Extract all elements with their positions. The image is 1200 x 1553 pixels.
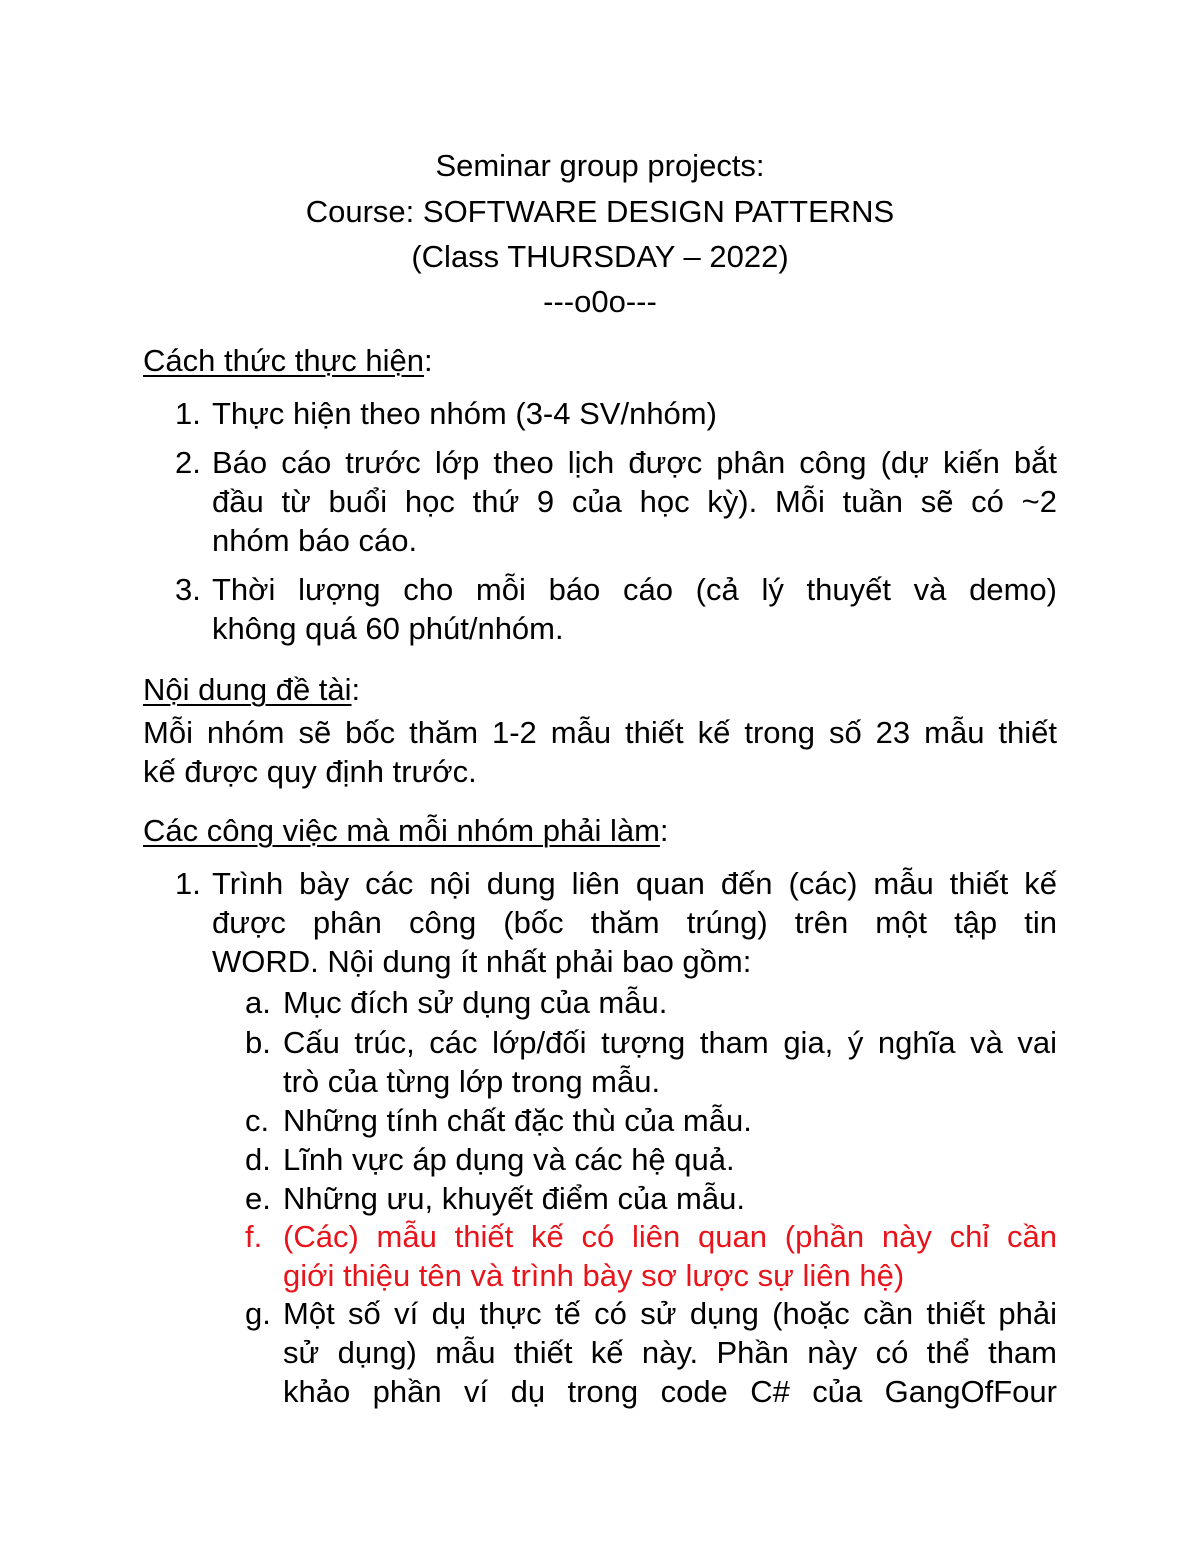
section-heading-tasks-text: Các công việc mà mỗi nhóm phải làm <box>143 813 660 848</box>
sublist-item-line: (Các) mẫu thiết kế có liên quan (phần này chỉ cần <box>283 1219 1057 1254</box>
section-heading-method-colon: : <box>424 343 433 378</box>
section-heading-content-text: Nội dung đề tài <box>143 672 352 707</box>
sublist-marker-highlight: f. <box>245 1219 263 1254</box>
list-item-text <box>212 570 1057 610</box>
sublist-item-line: khảo phần ví dụ trong code C# của GangOfFour <box>283 1374 1057 1409</box>
header-course: Course: SOFTWARE DESIGN PATTERNS <box>305 194 895 229</box>
sublist-item-text: Lĩnh vực áp dụng và các hệ quả. <box>283 1142 735 1177</box>
header-title: Seminar group projects: <box>435 148 765 183</box>
sublist-marker: a. <box>245 985 271 1020</box>
sublist-item-text <box>283 1294 1057 1334</box>
header-class: (Class THURSDAY – 2022) <box>411 239 789 274</box>
section-heading-method-text: Cách thức thực hiện <box>143 343 425 378</box>
list-item-text <box>212 864 1057 904</box>
header-separator: ---o0o--- <box>543 284 657 319</box>
sublist-item-line: sử dụng) mẫu thiết kế này. Phần này có thể tham <box>283 1335 1057 1370</box>
sublist-item-text-highlight <box>283 1217 1057 1257</box>
list-marker: 1. <box>175 396 201 431</box>
list-item-text: Thực hiện theo nhóm (3-4 SV/nhóm) <box>212 396 717 431</box>
list-marker: 3. <box>175 572 201 607</box>
sublist-item-text <box>283 1023 1057 1063</box>
sublist-item-text <box>283 1333 1057 1373</box>
sublist-marker: c. <box>245 1103 270 1138</box>
list-marker: 2. <box>175 445 201 480</box>
list-item-text: nhóm báo cáo. <box>212 523 418 558</box>
list-marker: 1. <box>175 866 201 901</box>
section-heading-tasks-colon: : <box>659 813 669 848</box>
list-item-text: WORD. Nội dung ít nhất phải bao gồm: <box>212 944 752 979</box>
sublist-marker: b. <box>245 1025 271 1060</box>
list-item-line: đầu từ buổi học thứ 9 của học kỳ). Mỗi tuần sẽ có ~2 <box>212 484 1057 519</box>
list-item-text <box>212 482 1057 522</box>
list-item-line: được phân công (bốc thăm trúng) trên một tập tin <box>212 905 1057 940</box>
list-item-line: Trình bày các nội dung liên quan đến (các) mẫu thiết kế <box>212 866 1057 901</box>
sublist-item-line: Cấu trúc, các lớp/đối tượng tham gia, ý nghĩa và vai <box>283 1025 1057 1060</box>
sublist-item-line: Một số ví dụ thực tế có sử dụng (hoặc cần thiết phải <box>283 1296 1057 1331</box>
sublist-marker: g. <box>245 1296 271 1331</box>
section-heading-tasks <box>143 811 669 851</box>
sublist-item-text: Mục đích sử dụng của mẫu. <box>283 985 668 1020</box>
sublist-marker: e. <box>245 1181 271 1216</box>
paragraph-line <box>143 713 1057 753</box>
sublist-item-text: Những tính chất đặc thù của mẫu. <box>283 1103 752 1138</box>
section-heading-method <box>143 341 433 381</box>
list-item-text <box>212 443 1057 483</box>
list-item-text: không quá 60 phút/nhóm. <box>212 611 564 646</box>
section-heading-content <box>143 670 360 710</box>
paragraph-line: kế được quy định trước. <box>143 754 477 789</box>
list-item-line: Báo cáo trước lớp theo lịch được phân công (dự kiến bắt <box>212 445 1057 480</box>
sublist-item-text: Những ưu, khuyết điểm của mẫu. <box>283 1181 745 1216</box>
paragraph-text: Mỗi nhóm sẽ bốc thăm 1-2 mẫu thiết kế trong số 23 mẫu thiết <box>143 715 1057 750</box>
sublist-item-text-highlight: giới thiệu tên và trình bày sơ lược sự liên hệ) <box>283 1258 905 1293</box>
list-item-text <box>212 903 1057 943</box>
sublist-item-text: trò của từng lớp trong mẫu. <box>283 1064 661 1099</box>
sublist-marker: d. <box>245 1142 271 1177</box>
sublist-item-text <box>283 1372 1057 1412</box>
section-heading-content-colon: : <box>351 672 361 707</box>
list-item-line: Thời lượng cho mỗi báo cáo (cả lý thuyết và demo) <box>212 572 1057 607</box>
